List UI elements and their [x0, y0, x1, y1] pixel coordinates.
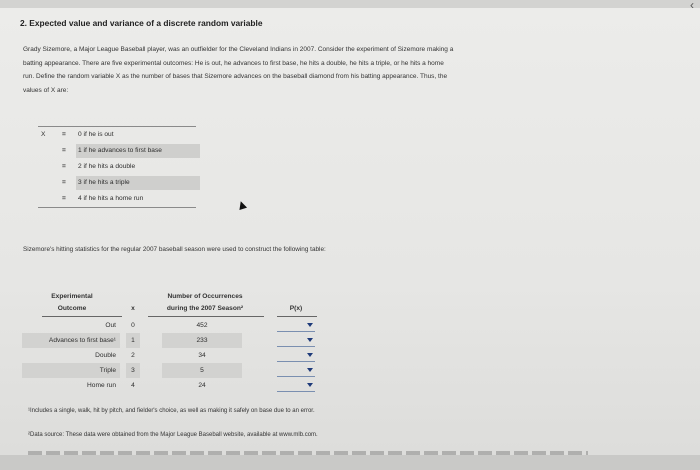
outcome-cell: Double [95, 352, 116, 359]
px-dropdown[interactable] [277, 321, 315, 332]
corner-mark-icon[interactable]: ‹ [690, 0, 694, 12]
header-occ-underline [148, 316, 264, 317]
dropdown-arrow-icon[interactable] [307, 323, 313, 327]
px-dropdown[interactable] [277, 351, 315, 362]
x-variable: X [41, 131, 46, 138]
header-outcome-line2: Outcome [57, 305, 87, 312]
dropdown-arrow-icon[interactable] [307, 383, 313, 387]
occurrences-cell: 233 [162, 333, 242, 348]
intro-line: run. Define the random variable X as the number of bases that Sizemore advances on the baseball diamond from his batting appearance. Thus, the [23, 73, 448, 81]
equals-sign: = [62, 163, 66, 170]
outcome-cell: Triple [22, 363, 120, 378]
x-value-row [38, 127, 196, 143]
header-outcome-underline [42, 316, 122, 317]
occurrences-cell: 34 [198, 352, 206, 359]
dropdown-arrow-icon[interactable] [307, 353, 313, 357]
x-value-row [38, 159, 196, 175]
footnote-2: ²Data source: These data were obtained from the Major League Baseball website, available at www.mlb.com. [28, 432, 318, 438]
table-row [22, 363, 322, 378]
x-value-text: 2 if he hits a double [78, 163, 136, 170]
intro-line: Grady Sizemore, a Major League Baseball player, was an outfielder for the Cleveland Indians in 2007. Consider the experiment of Sizemore making a [23, 46, 454, 53]
header-outcome [32, 291, 112, 315]
header-occ-line1: Number of Occurrences [167, 293, 243, 300]
header-px: P(x) [289, 305, 303, 312]
x-value-row [38, 191, 196, 207]
x-cell: 2 [131, 352, 135, 359]
problem-heading: 2. Expected value and variance of a discrete random variable [20, 18, 263, 28]
occurrences-cell: 452 [196, 322, 208, 329]
x-value-text: 4 if he hits a home run [78, 195, 144, 202]
mouse-cursor-icon [237, 200, 247, 210]
header-x: x [131, 305, 135, 312]
problem-intro [23, 43, 583, 97]
x-value-text: 0 if he is out [78, 131, 114, 138]
outcome-cell: Advances to first base¹ [22, 333, 120, 348]
table-row [22, 348, 322, 363]
intro-line: batting appearance. There are five experimental outcomes: He is out, he advances to first base, he hits a double, he hits a triple, or he hits a home [23, 59, 444, 67]
intro-line: values of X are: [23, 86, 69, 94]
table-row [22, 378, 322, 393]
equals-sign: = [62, 147, 66, 154]
equals-sign: = [62, 131, 66, 138]
bottom-bar [0, 455, 700, 470]
x-cell: 1 [126, 333, 140, 348]
px-dropdown[interactable] [277, 366, 315, 377]
x-cell: 4 [131, 382, 135, 389]
x-value-text: 1 if he advances to first base [76, 144, 200, 158]
px-dropdown[interactable] [277, 336, 315, 347]
x-cell: 0 [131, 322, 135, 329]
stats-table [22, 285, 322, 395]
equals-sign: = [62, 195, 66, 202]
header-occ-line2: during the 2007 Season² [166, 305, 244, 312]
footnote-1: ¹Includes a single, walk, hit by pitch, and fielder's choice, as well as making it safely on base due to an error. [28, 408, 315, 414]
outcome-cell: Home run [87, 382, 116, 389]
x-values-table [38, 126, 196, 208]
x-value-row [38, 143, 196, 159]
table-row [22, 333, 322, 348]
occurrences-cell: 24 [198, 382, 206, 389]
occurrences-cell: 5 [162, 363, 242, 378]
header-occurrences [144, 291, 266, 315]
x-cell: 3 [126, 363, 140, 378]
dropdown-arrow-icon[interactable] [307, 368, 313, 372]
equals-sign: = [62, 179, 66, 186]
table-row [22, 318, 322, 333]
stats-intro: Sizemore's hitting statistics for the regular 2007 baseball season were used to construct the following table: [23, 246, 326, 253]
x-value-row [38, 175, 196, 191]
x-value-text: 3 if he hits a triple [76, 176, 200, 190]
header-px-underline [277, 316, 317, 317]
dropdown-arrow-icon[interactable] [307, 338, 313, 342]
outcome-cell: Out [105, 322, 116, 329]
px-dropdown[interactable] [277, 381, 315, 392]
top-border [0, 0, 700, 8]
header-outcome-line1: Experimental [51, 293, 93, 300]
table-rule-bottom [38, 207, 196, 208]
